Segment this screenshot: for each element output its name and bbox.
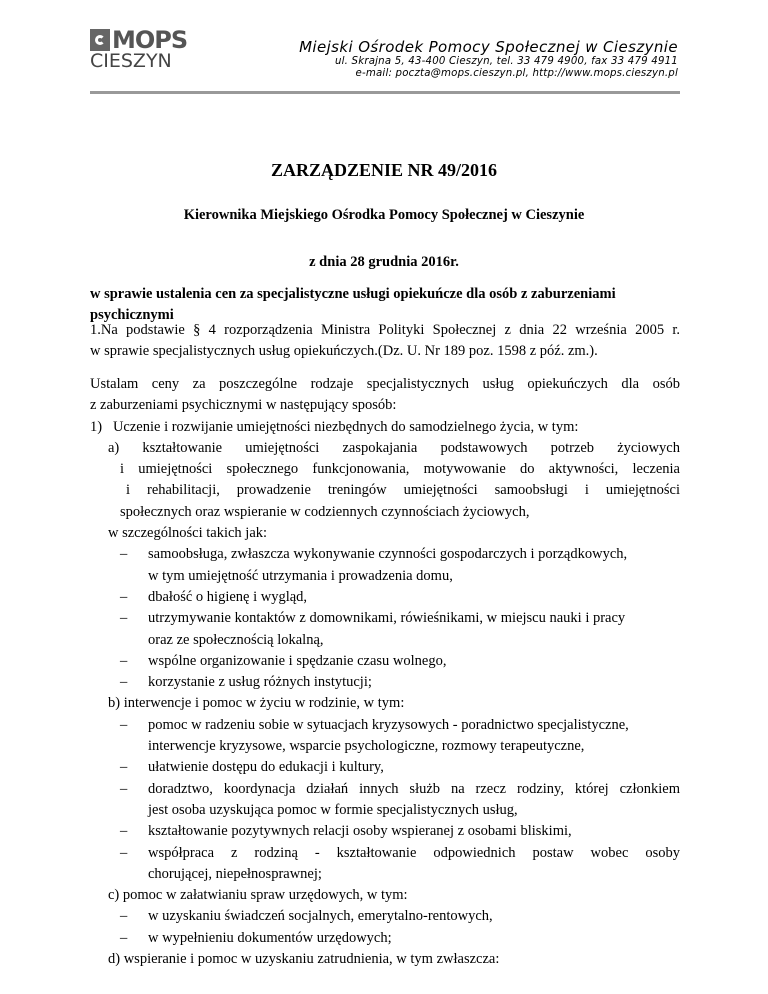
document-body	[90, 374, 680, 970]
list-item	[90, 906, 680, 927]
list-item-text: dbałość o higienę i wygląd,	[148, 588, 308, 605]
list-item-cont: chorującej, niepełnosprawnej;	[148, 865, 322, 882]
logo-c-icon	[90, 29, 110, 51]
mops-logo	[90, 26, 188, 72]
dash-bullet: –	[120, 759, 128, 776]
list-item-text: w uzyskaniu świadczeń socjalnych, emerytalno-rentowych,	[148, 908, 493, 925]
dash-bullet: –	[120, 929, 128, 946]
list-item	[90, 715, 680, 736]
item-b: b) interwencje i pomoc w życiu w rodzinie, w tym:	[108, 695, 405, 712]
document-issuer: Kierownika Miejskiego Ośrodka Pomocy Społecznej w Cieszynie	[183, 207, 585, 223]
intro-line: z zaburzeniami psychicznymi w następujący sposób:	[90, 397, 397, 414]
org-contact: e-mail: poczta@mops.cieszyn.pl, http://www.mops.cieszyn.pl	[355, 68, 678, 79]
dash-bullet: –	[120, 716, 128, 733]
list-item-text: w wypełnieniu dokumentów urzędowych;	[148, 929, 392, 946]
list-item-text: korzystanie z usług różnych instytucji;	[148, 674, 372, 691]
document-title: ZARZĄDZENIE NR 49/2016	[270, 160, 498, 180]
header-divider	[90, 91, 680, 94]
legal-line: w sprawie specjalistycznych usług opiekuńczych.(Dz. U. Nr 189 poz. 1598 z póź. zm.).	[90, 343, 598, 360]
list-item-text: utrzymywanie kontaktów z domownikami, rówieśnikami, w miejscu nauki i pracy	[148, 610, 626, 627]
dash-bullet: –	[120, 780, 128, 797]
list-item-text: samoobsługa, zwłaszcza wykonywanie czynności gospodarczych i porządkowych,	[148, 546, 628, 563]
list-item-cont: oraz ze społecznością lokalną,	[148, 631, 324, 648]
org-address: ul. Skrajna 5, 43-400 Cieszyn, tel. 33 479 4900, fax 33 479 4911	[334, 56, 678, 67]
list-item	[90, 651, 680, 672]
list-item-cont: jest osoba uzyskująca pomoc w formie specjalistycznych usług,	[148, 801, 518, 818]
dash-bullet: –	[120, 546, 128, 563]
list-item-text: pomoc w radzeniu sobie w sytuacjach kryzysowych - poradnictwo specjalistyczne,	[148, 716, 629, 733]
item-a-line: i rehabilitacji, prowadzenie treningów umiejętności samoobsługi i umiejętności	[126, 482, 680, 499]
item-c: c) pomoc w załatwianiu spraw urzędowych, w tym:	[108, 887, 408, 904]
list-item-text: kształtowanie pozytywnych relacji osoby wspieranej z osobami bliskimi,	[148, 823, 572, 840]
org-name: Miejski Ośrodek Pomocy Społecznej w Cieszynie	[299, 38, 678, 56]
list-item	[90, 779, 680, 800]
list-item-cont: interwencje kryzysowe, wsparcie psychologiczne, rozmowy terapeutyczne,	[148, 738, 585, 755]
logo-city-text: CIESZYN	[90, 50, 172, 72]
list-item	[90, 928, 680, 949]
logo-mops-text: MOPS	[112, 26, 188, 54]
dash-bullet: –	[120, 588, 128, 605]
list-item	[90, 672, 680, 693]
item-a-line: a) kształtowanie umiejętności zaspokajania podstawowych potrzeb życiowych	[108, 439, 680, 456]
list-item	[90, 608, 680, 629]
list-item-text: wspólne organizowanie i spędzanie czasu wolnego,	[148, 652, 447, 669]
dash-bullet: –	[120, 908, 128, 925]
dash-bullet: –	[120, 844, 128, 861]
item-a-line: społecznych oraz wspieranie w codziennych czynnościach życiowych,	[120, 503, 530, 520]
dash-bullet: –	[120, 610, 128, 627]
list-item	[90, 757, 680, 778]
item-a-special: w szczególności takich jak:	[108, 525, 268, 542]
legal-basis	[90, 320, 680, 363]
list-item-text: ułatwienie dostępu do edukacji i kultury,	[148, 759, 384, 776]
dash-bullet: –	[120, 823, 128, 840]
dash-bullet: –	[120, 674, 128, 691]
list-item-text: doradztwo, koordynacja działań innych służb na rzecz rodziny, której członkiem	[148, 780, 680, 797]
point-1: 1) Uczenie i rozwijanie umiejętności niezbędnych do samodzielnego życia, w tym:	[90, 418, 579, 435]
list-item	[90, 821, 680, 842]
item-a-line: i umiejętności społecznego funkcjonowania, motywowanie do aktywności, leczenia	[120, 461, 680, 478]
subject-line: psychicznymi	[90, 307, 174, 323]
list-item-cont: w tym umiejętność utrzymania i prowadzenia domu,	[148, 567, 453, 584]
list-item	[90, 587, 680, 608]
list-item	[90, 544, 680, 565]
document-date: z dnia 28 grudnia 2016r.	[309, 254, 459, 270]
list-item	[90, 843, 680, 864]
subject-line: w sprawie ustalenia cen za specjalistyczne usługi opiekuńcze dla osób z zaburzeniami	[90, 286, 616, 302]
dash-bullet: –	[120, 652, 128, 669]
intro-line: Ustalam ceny za poszczególne rodzaje specjalistycznych usług opiekuńczych dla osób	[90, 376, 680, 392]
item-d: d) wspieranie i pomoc w uzyskaniu zatrudnienia, w tym zwłaszcza:	[108, 951, 500, 968]
list-item-text: współpraca z rodziną - kształtowanie odpowiednich postaw wobec osoby	[148, 844, 680, 861]
letterhead	[299, 38, 678, 80]
legal-line: 1.Na podstawie § 4 rozporządzenia Ministra Polityki Społecznej z dnia 22 września 2005 r.	[90, 322, 680, 338]
